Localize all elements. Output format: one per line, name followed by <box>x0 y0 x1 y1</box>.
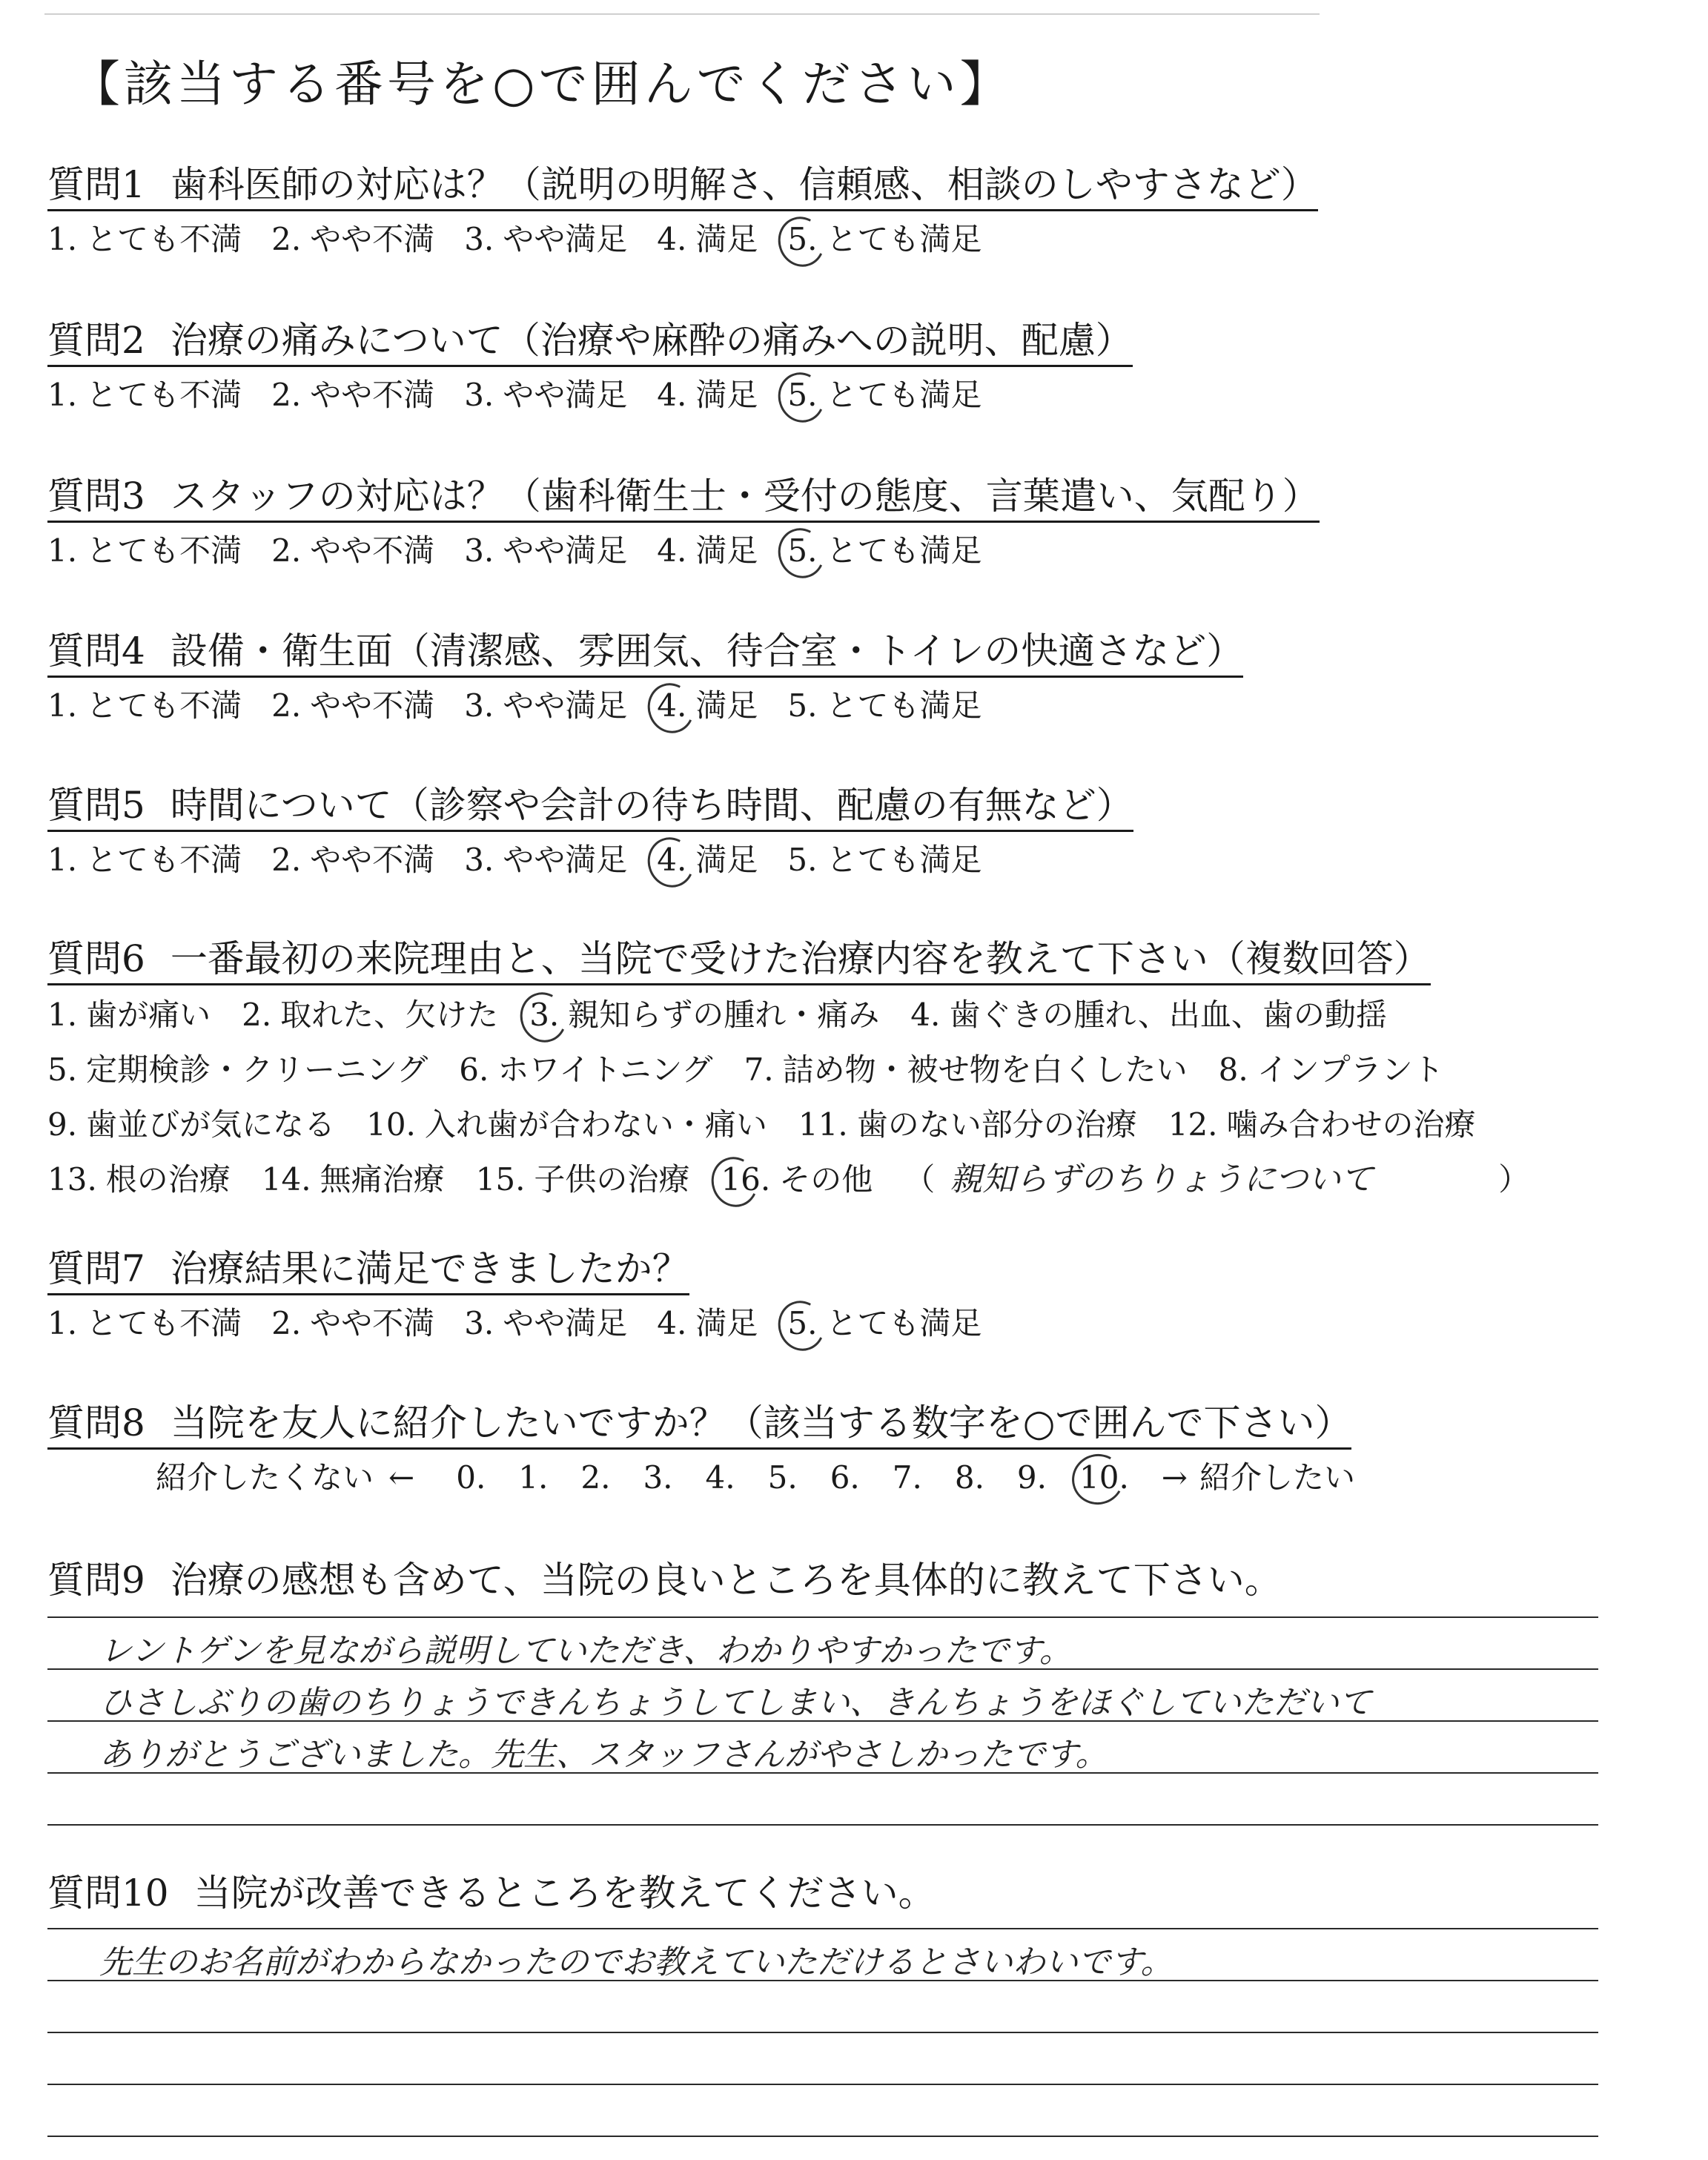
rating-option-5 <box>787 687 982 725</box>
rating-option-3 <box>464 220 627 259</box>
reason-option <box>47 996 211 1034</box>
option-number: 9. <box>47 1106 78 1143</box>
option-label: とても満足 <box>826 842 982 878</box>
scale-value: 4. <box>705 1459 735 1496</box>
question-title: 質問8 当院を友人に紹介したいですか？（該当する数字を○で囲んで下さい） <box>47 1400 1351 1450</box>
option-number: 3. <box>464 377 494 413</box>
option-label: とても満足 <box>826 687 982 724</box>
question-title: 質問4 設備・衛生面（清潔感、雰囲気、待合室・トイレの快適さなど） <box>47 628 1243 678</box>
option-label: やや満足 <box>503 532 628 569</box>
question-title: 質問10 当院が改善できるところを教えてください。 <box>47 1872 936 1915</box>
option-label: 満足 <box>695 1305 758 1341</box>
reason-row <box>47 996 1529 1034</box>
option-label: 歯ぐきの腫れ、出血、歯の動揺 <box>949 997 1387 1033</box>
handwritten-text: 親知らずのちりょうについて <box>950 1160 1374 1198</box>
rating-option-1 <box>47 220 242 259</box>
option-label: やや不満 <box>310 377 435 413</box>
option-number: 3. <box>529 997 560 1033</box>
rating-options <box>47 1304 1011 1343</box>
option-label: 定期検診・クリーニング <box>86 1051 428 1088</box>
top-border <box>44 13 1320 15</box>
option-label: ホワイトニング <box>497 1051 713 1088</box>
rating-options <box>47 376 1133 415</box>
option-number: 1. <box>47 687 78 724</box>
option-number: 1. <box>47 377 78 413</box>
option-label: やや満足 <box>503 842 628 878</box>
option-label: とても不満 <box>86 377 242 413</box>
option-label: 噛み合わせの治療 <box>1226 1106 1476 1143</box>
question-10 <box>47 1870 936 1918</box>
option-label: やや不満 <box>310 1305 435 1341</box>
option-label: 歯が痛い <box>86 997 211 1033</box>
option-label: やや不満 <box>310 221 435 257</box>
option-label: 満足 <box>695 687 758 724</box>
rating-option-2 <box>271 687 434 725</box>
recommend-scale <box>156 1459 1355 1497</box>
option-label: やや満足 <box>503 687 628 724</box>
option-label: 無痛治療 <box>320 1161 445 1198</box>
option-label: 詰め物・被せ物を白くしたい <box>782 1051 1188 1088</box>
open-paren: （ <box>904 1161 936 1198</box>
rating-option-3 <box>464 687 627 725</box>
ruled-line <box>47 1616 1598 1618</box>
rating-options <box>47 841 1133 879</box>
option-number: 3. <box>464 687 494 724</box>
option-label: 満足 <box>695 532 758 569</box>
scale-value: 5. <box>767 1459 798 1496</box>
rating-option-3 <box>464 532 627 570</box>
option-number: 2. <box>271 377 302 413</box>
option-number: 4. <box>910 997 941 1033</box>
question-title: 質問3 スタッフの対応は？（歯科衛生士・受付の態度、言葉遣い、気配り） <box>47 473 1320 523</box>
question-3 <box>47 473 1320 570</box>
option-number: 5. <box>787 687 818 724</box>
option-number: 1. <box>47 1305 78 1341</box>
reason-option <box>529 996 879 1034</box>
other-answer <box>904 1160 1529 1199</box>
page-heading: 【該当する番号を○で囲んでください】 <box>71 56 1013 113</box>
option-number: 14. <box>261 1161 311 1198</box>
option-number: 3. <box>464 221 494 257</box>
rating-option-2 <box>271 220 434 259</box>
rating-option-1 <box>47 687 242 725</box>
option-number: 1. <box>47 221 78 257</box>
question-title: 質問5 時間について（診察や会計の待ち時間、配慮の有無など） <box>47 782 1133 832</box>
rating-option-1 <box>47 1304 242 1343</box>
ruled-line <box>47 1824 1598 1826</box>
option-number: 6. <box>459 1051 489 1088</box>
option-number: 5. <box>787 842 818 878</box>
rating-option-4 <box>657 687 758 725</box>
handwritten-answer: ありがとうございました。先生、スタッフさんがやさしかったです。 <box>99 1736 1108 1774</box>
option-number: 10. <box>366 1106 416 1143</box>
question-title: 質問7 治療結果に満足できましたか？ <box>47 1246 689 1295</box>
rating-option-4 <box>657 376 758 415</box>
option-label: 歯並びが気になる <box>86 1106 336 1143</box>
left-arrow-icon: ← <box>388 1459 415 1496</box>
option-number: 4. <box>657 842 687 878</box>
option-label: 満足 <box>695 377 758 413</box>
option-number: 2. <box>242 997 272 1033</box>
rating-option-4 <box>657 220 758 259</box>
reason-option <box>798 1106 1137 1144</box>
option-label: とても満足 <box>826 221 982 257</box>
rating-option-1 <box>47 841 242 879</box>
scale-right-label: 紹介したい <box>1199 1459 1356 1496</box>
option-label: 子供の治療 <box>534 1161 690 1198</box>
option-number: 5. <box>47 1051 78 1088</box>
scale-value: 10. <box>1079 1459 1129 1496</box>
option-number: 2. <box>271 842 302 878</box>
rating-option-4 <box>657 841 758 879</box>
reason-row <box>47 1160 1529 1199</box>
reason-row <box>47 1106 1529 1144</box>
scale-value: 1. <box>518 1459 549 1496</box>
rating-option-5 <box>787 841 982 879</box>
question-4 <box>47 628 1243 725</box>
option-label: 入れ歯が合わない・痛い <box>424 1106 767 1143</box>
question-8 <box>47 1400 1355 1497</box>
option-number: 4. <box>657 221 687 257</box>
rating-option-5 <box>787 220 982 259</box>
rating-option-3 <box>464 841 627 879</box>
option-number: 13. <box>47 1161 97 1198</box>
reason-option <box>1219 1051 1444 1089</box>
ruled-line <box>47 2136 1598 2137</box>
question-5 <box>47 782 1133 879</box>
rating-option-1 <box>47 376 242 415</box>
rating-option-1 <box>47 532 242 570</box>
reason-option <box>1168 1106 1476 1144</box>
option-label: とても満足 <box>826 377 982 413</box>
reason-option <box>47 1051 428 1089</box>
question-title: 質問6 一番最初の来院理由と、当院で受けた治療内容を教えて下さい（複数回答） <box>47 936 1431 985</box>
option-number: 11. <box>798 1106 848 1143</box>
option-label: 取れた、欠けた <box>280 997 499 1033</box>
reason-options <box>47 996 1529 1199</box>
rating-options <box>47 220 1318 259</box>
option-label: 満足 <box>695 842 758 878</box>
reason-option <box>910 996 1387 1034</box>
option-number: 5. <box>787 221 818 257</box>
option-number: 12. <box>1168 1106 1218 1143</box>
option-number: 5. <box>787 377 818 413</box>
scale-value: 6. <box>830 1459 860 1496</box>
question-1 <box>47 162 1318 259</box>
option-label: とても不満 <box>86 532 242 569</box>
option-number: 2. <box>271 221 302 257</box>
scale-value: 8. <box>954 1459 984 1496</box>
rating-option-2 <box>271 532 434 570</box>
reason-option <box>721 1160 873 1199</box>
reason-option <box>459 1051 712 1089</box>
rating-option-2 <box>271 376 434 415</box>
option-number: 1. <box>47 997 78 1033</box>
rating-options <box>47 687 1243 725</box>
question-6 <box>47 936 1529 1199</box>
option-label: とても満足 <box>826 1305 982 1341</box>
option-label: やや不満 <box>310 532 435 569</box>
ruled-line <box>47 1928 1598 1929</box>
option-number: 1. <box>47 532 78 569</box>
option-label: 満足 <box>695 221 758 257</box>
option-number: 3. <box>464 1305 494 1341</box>
option-number: 7. <box>744 1051 774 1088</box>
reason-option <box>366 1106 767 1144</box>
option-label: インプラント <box>1257 1051 1444 1088</box>
rating-option-3 <box>464 1304 627 1343</box>
option-label: とても不満 <box>86 687 242 724</box>
rating-option-2 <box>271 1304 434 1343</box>
scale-value: 0. <box>456 1459 486 1496</box>
option-number: 1. <box>47 842 78 878</box>
reason-option <box>47 1106 335 1144</box>
option-number: 3. <box>464 842 494 878</box>
option-label: 親知らずの腫れ・痛み <box>568 997 880 1033</box>
option-number: 8. <box>1218 1051 1248 1088</box>
scale-left-label: 紹介したくない <box>156 1459 374 1496</box>
rating-option-5 <box>787 1304 982 1343</box>
option-label: やや不満 <box>310 687 435 724</box>
reason-option <box>47 1160 231 1199</box>
option-number: 2. <box>271 1305 302 1341</box>
handwritten-answer: ひさしぶりの歯のちりょうできんちょうしてしまい、きんちょうをほぐしていただいて <box>99 1684 1371 1722</box>
option-number: 3. <box>464 532 494 569</box>
reason-row <box>47 1051 1529 1089</box>
option-number: 16. <box>721 1161 771 1198</box>
option-label: 歯のない部分の治療 <box>856 1106 1137 1143</box>
question-title: 質問2 治療の痛みについて（治療や麻酔の痛みへの説明、配慮） <box>47 317 1133 367</box>
rating-option-2 <box>271 841 434 879</box>
option-label: とても不満 <box>86 1305 242 1341</box>
option-label: とても不満 <box>86 842 242 878</box>
option-number: 4. <box>657 377 687 413</box>
right-arrow-icon: → <box>1161 1459 1188 1496</box>
option-number: 5. <box>787 1305 818 1341</box>
rating-option-4 <box>657 532 758 570</box>
option-number: 2. <box>271 687 302 724</box>
scale-value: 9. <box>1016 1459 1047 1496</box>
option-label: やや満足 <box>503 1305 628 1341</box>
ruled-line <box>47 2032 1598 2033</box>
option-label: やや満足 <box>503 377 628 413</box>
scale-value: 2. <box>580 1459 611 1496</box>
reason-option <box>476 1160 690 1199</box>
rating-option-4 <box>657 1304 758 1343</box>
option-number: 4. <box>657 532 687 569</box>
option-label: その他 <box>779 1161 873 1198</box>
question-7 <box>47 1246 1011 1343</box>
scale-value: 3. <box>643 1459 673 1496</box>
rating-option-5 <box>787 376 982 415</box>
rating-options <box>47 532 1320 570</box>
option-number: 2. <box>271 532 302 569</box>
option-label: とても不満 <box>86 221 242 257</box>
rating-option-3 <box>464 376 627 415</box>
scale-value: 7. <box>892 1459 922 1496</box>
handwritten-answer: レントゲンを見ながら説明していただき、わかりやすかったです。 <box>99 1632 1072 1670</box>
ruled-line <box>47 2084 1598 2085</box>
question-title: 質問9 治療の感想も含めて、当院の良いところを具体的に教えて下さい。 <box>47 1559 1282 1602</box>
option-label: やや満足 <box>503 221 628 257</box>
question-title: 質問1 歯科医師の対応は？（説明の明解さ、信頼感、相談のしやすさなど） <box>47 162 1318 211</box>
option-number: 4. <box>657 687 687 724</box>
question-2 <box>47 317 1133 415</box>
option-label: 根の治療 <box>105 1161 231 1198</box>
option-label: とても満足 <box>826 532 982 569</box>
close-paren: ） <box>1498 1161 1530 1198</box>
reason-option <box>242 996 498 1034</box>
rating-option-5 <box>787 532 982 570</box>
option-number: 4. <box>657 1305 687 1341</box>
reason-option <box>744 1051 1188 1089</box>
option-number: 15. <box>475 1161 526 1198</box>
option-label: やや不満 <box>310 842 435 878</box>
question-9 <box>47 1557 1282 1605</box>
handwritten-answer: 先生のお名前がわからなかったのでお教えていただけるとさいわいです。 <box>99 1943 1174 1981</box>
option-number: 5. <box>787 532 818 569</box>
reason-option <box>262 1160 445 1199</box>
